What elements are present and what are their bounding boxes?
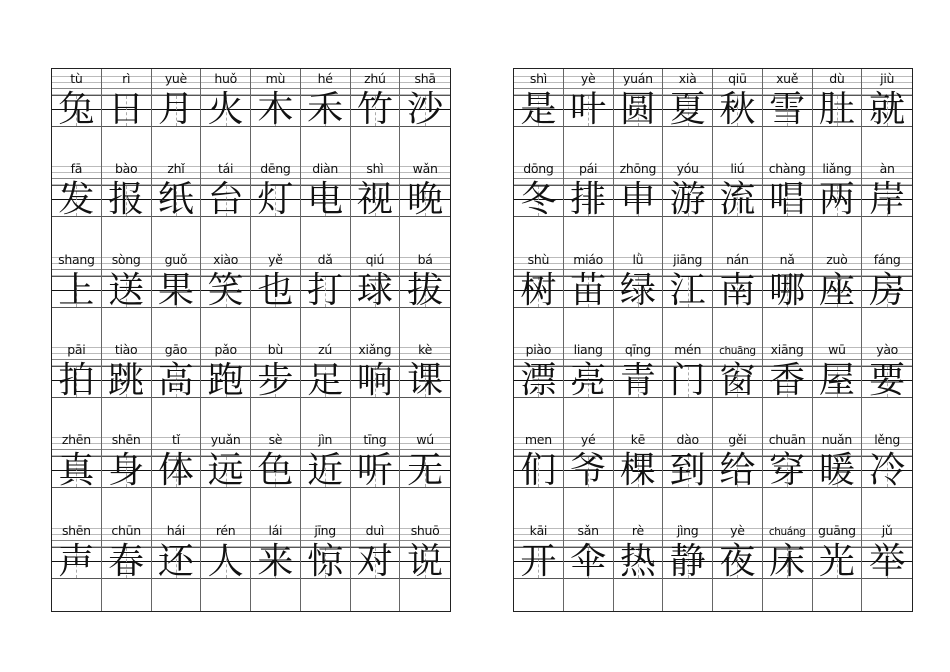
character-cell	[351, 340, 401, 430]
pinyin-label: miáo	[573, 251, 603, 267]
hanzi-character: 叶	[570, 89, 607, 130]
pinyin-label: chuáng	[768, 525, 806, 538]
hanzi-character: 南	[719, 269, 756, 311]
pinyin-label: rì	[122, 71, 131, 86]
pinyin-label: dào	[676, 432, 699, 448]
character-cell	[862, 340, 912, 430]
character-sheet-left	[51, 68, 451, 612]
hanzi-character: 屋	[818, 360, 855, 401]
pinyin-label: àn	[879, 161, 895, 177]
pinyin-label: nuǎn	[821, 432, 852, 448]
hanzi-character: 到	[669, 450, 706, 492]
character-cell	[564, 250, 614, 340]
hanzi-character: 听	[356, 450, 393, 492]
hanzi-character: 圆	[619, 89, 656, 130]
hanzi-character: 青	[619, 360, 656, 401]
character-cell	[201, 430, 251, 520]
hanzi-character: 哪	[769, 269, 806, 311]
character-cell	[251, 159, 301, 249]
hanzi-character: 光	[818, 540, 855, 582]
character-cell	[763, 340, 813, 430]
character-cell	[514, 159, 564, 249]
pinyin-label: xiào	[213, 251, 239, 267]
hanzi-character: 也	[257, 269, 294, 311]
pinyin-label: shang	[58, 251, 95, 267]
hanzi-character: 发	[58, 179, 95, 221]
character-cell	[400, 430, 450, 520]
character-cell	[201, 340, 251, 430]
hanzi-character: 肚	[818, 89, 855, 130]
hanzi-character: 视	[356, 179, 393, 221]
hanzi-character: 们	[520, 450, 557, 492]
hanzi-character: 纸	[157, 179, 194, 221]
character-cell	[251, 69, 301, 159]
hanzi-character: 窗	[719, 360, 756, 401]
pinyin-label: zhōng	[619, 161, 657, 177]
hanzi-character: 木	[257, 89, 294, 130]
pinyin-label: liǎng	[822, 161, 852, 177]
pinyin-label: liú	[730, 161, 745, 177]
hanzi-character: 身	[108, 450, 145, 492]
hanzi-character: 步	[257, 360, 294, 401]
hanzi-character: 说	[407, 540, 444, 582]
character-cell	[663, 521, 713, 611]
pinyin-label: chuān	[768, 432, 806, 448]
pinyin-label: pǎo	[214, 342, 237, 357]
hanzi-character: 送	[108, 269, 145, 311]
hanzi-character: 静	[669, 540, 706, 582]
character-cell	[862, 159, 912, 249]
pinyin-label: zhú	[364, 71, 386, 86]
pinyin-label: zuò	[826, 251, 848, 267]
hanzi-character: 足	[307, 360, 344, 401]
pinyin-label: liang	[573, 342, 603, 357]
pinyin-label: gěi	[728, 432, 747, 448]
pinyin-label: jiāng	[673, 251, 703, 267]
character-cell	[351, 521, 401, 611]
character-cell	[251, 250, 301, 340]
pinyin-label: yuán	[623, 71, 653, 86]
hanzi-character: 就	[869, 89, 906, 130]
pinyin-label: shā	[414, 71, 436, 86]
pinyin-label: yuè	[164, 71, 187, 86]
character-cell	[713, 430, 763, 520]
pinyin-label: chuāng	[719, 345, 756, 357]
character-cell	[102, 340, 152, 430]
pinyin-label: piào	[525, 342, 552, 357]
pinyin-label: tù	[70, 71, 83, 86]
pinyin-label: bá	[417, 251, 433, 267]
hanzi-character: 上	[58, 269, 95, 311]
character-cell	[713, 250, 763, 340]
hanzi-character: 报	[108, 179, 145, 221]
character-cell	[102, 69, 152, 159]
pinyin-label: huǒ	[214, 71, 237, 86]
character-cell	[862, 69, 912, 159]
hanzi-character: 伞	[570, 540, 607, 582]
character-cell	[201, 69, 251, 159]
hanzi-character: 是	[520, 89, 557, 130]
character-cell	[400, 521, 450, 611]
pinyin-label: zhǐ	[167, 161, 185, 177]
character-cell	[52, 159, 102, 249]
pinyin-label: jiù	[880, 71, 895, 86]
pinyin-label: nǎ	[779, 251, 795, 267]
pinyin-label: kāi	[529, 522, 548, 538]
hanzi-character: 江	[669, 269, 706, 311]
pinyin-label: yě	[268, 251, 283, 267]
character-cell	[564, 340, 614, 430]
pinyin-label: shēn	[61, 522, 91, 538]
character-cell	[251, 340, 301, 430]
pinyin-label: sè	[268, 432, 283, 448]
character-cell	[564, 69, 614, 159]
hanzi-character: 热	[619, 540, 656, 582]
hanzi-character: 排	[570, 179, 607, 221]
character-cell	[301, 521, 351, 611]
pinyin-label: wú	[416, 432, 434, 448]
pinyin-label: xià	[678, 71, 697, 86]
character-cell	[713, 521, 763, 611]
character-cell	[713, 340, 763, 430]
pinyin-label: fā	[70, 161, 83, 177]
pinyin-label: jǔ	[881, 522, 893, 538]
pinyin-label: fáng	[873, 251, 901, 267]
character-cell	[301, 340, 351, 430]
character-cell	[52, 69, 102, 159]
pinyin-label: bào	[114, 161, 138, 177]
character-cell	[763, 69, 813, 159]
character-cell	[201, 521, 251, 611]
hanzi-character: 房	[869, 269, 906, 311]
character-cell	[514, 340, 564, 430]
pinyin-label: guāng	[817, 522, 856, 538]
character-cell	[614, 340, 664, 430]
character-cell	[663, 250, 713, 340]
hanzi-character: 夜	[719, 540, 756, 582]
pinyin-label: qiū	[728, 71, 747, 86]
hanzi-character: 暖	[818, 450, 855, 492]
character-cell	[614, 250, 664, 340]
hanzi-character: 两	[818, 179, 855, 221]
hanzi-character: 树	[520, 269, 557, 311]
pinyin-label: diàn	[312, 161, 339, 177]
hanzi-character: 游	[669, 179, 706, 221]
hanzi-character: 秋	[719, 89, 756, 130]
hanzi-character: 笑	[207, 269, 244, 311]
character-cell	[301, 69, 351, 159]
hanzi-character: 苗	[570, 269, 607, 311]
hanzi-character: 漂	[520, 360, 557, 401]
character-cell	[102, 430, 152, 520]
hanzi-character: 座	[818, 269, 855, 311]
character-cell	[52, 521, 102, 611]
character-cell	[102, 521, 152, 611]
pinyin-label: nán	[726, 251, 749, 267]
hanzi-character: 沙	[407, 89, 444, 130]
hanzi-character: 流	[719, 179, 756, 221]
character-cell	[201, 159, 251, 249]
pinyin-label: chūn	[111, 522, 141, 538]
hanzi-character: 给	[719, 450, 756, 492]
hanzi-character: 夏	[669, 89, 706, 130]
character-cell	[614, 69, 664, 159]
hanzi-character: 台	[207, 179, 244, 221]
character-cell	[813, 521, 863, 611]
pinyin-label: qiú	[365, 251, 385, 267]
character-cell	[862, 430, 912, 520]
hanzi-character: 唱	[769, 179, 806, 221]
character-cell	[763, 159, 813, 249]
pinyin-label: kè	[418, 342, 433, 357]
pinyin-label: mù	[265, 71, 286, 86]
character-cell	[713, 159, 763, 249]
character-cell	[351, 159, 401, 249]
pinyin-label: gāo	[164, 342, 188, 357]
hanzi-character: 果	[157, 269, 194, 311]
hanzi-character: 色	[257, 450, 294, 492]
character-cell	[514, 250, 564, 340]
character-cell	[152, 159, 202, 249]
character-cell	[663, 340, 713, 430]
hanzi-character: 近	[307, 450, 344, 492]
hanzi-character: 课	[407, 360, 444, 401]
pinyin-label: yè	[580, 71, 596, 86]
hanzi-character: 冷	[869, 450, 906, 492]
character-cell	[514, 430, 564, 520]
pinyin-label: lěng	[874, 432, 901, 448]
character-cell	[663, 69, 713, 159]
pinyin-label: rè	[631, 522, 644, 538]
pinyin-label: yè	[730, 522, 745, 538]
hanzi-character: 高	[157, 360, 194, 401]
pinyin-label: zhēn	[61, 432, 91, 448]
hanzi-character: 申	[619, 179, 656, 221]
hanzi-character: 床	[769, 540, 806, 582]
pinyin-label: jīng	[314, 522, 336, 538]
character-cell	[862, 521, 912, 611]
pinyin-label: shuō	[410, 522, 440, 538]
pinyin-label: chàng	[768, 161, 806, 177]
pinyin-label: tǐ	[171, 432, 180, 448]
character-cell	[351, 69, 401, 159]
character-cell	[564, 159, 614, 249]
pinyin-label: yé	[580, 432, 596, 448]
character-sheet-right	[513, 68, 913, 612]
character-cell	[763, 430, 813, 520]
pinyin-label: lǜ	[632, 251, 644, 267]
hanzi-character: 晚	[407, 179, 444, 221]
character-cell	[713, 69, 763, 159]
hanzi-character: 日	[108, 89, 145, 130]
hanzi-character: 惊	[307, 540, 344, 582]
hanzi-character: 跳	[108, 360, 145, 401]
pinyin-label: shì	[366, 161, 384, 177]
character-cell	[152, 340, 202, 430]
pinyin-label: pái	[579, 161, 598, 177]
character-cell	[564, 521, 614, 611]
character-cell	[351, 250, 401, 340]
pinyin-label: tái	[218, 161, 234, 177]
hanzi-character: 人	[207, 540, 244, 582]
pinyin-label: kē	[630, 432, 646, 448]
hanzi-character: 拔	[407, 269, 444, 311]
character-cell	[52, 340, 102, 430]
pinyin-label: xiǎng	[358, 342, 392, 357]
pinyin-label: jìn	[318, 432, 333, 448]
pinyin-label: hé	[317, 71, 333, 86]
character-cell	[663, 430, 713, 520]
character-cell	[351, 430, 401, 520]
hanzi-character: 冬	[520, 179, 557, 221]
pinyin-label: dǎ	[317, 251, 333, 267]
character-cell	[152, 521, 202, 611]
pinyin-label: lái	[268, 522, 283, 538]
pinyin-label: tīng	[363, 432, 387, 448]
character-cell	[514, 521, 564, 611]
character-cell	[400, 69, 450, 159]
pinyin-label: zú	[318, 342, 333, 357]
pinyin-label: mén	[674, 342, 702, 357]
hanzi-character: 举	[869, 540, 906, 582]
pinyin-label: pāi	[67, 342, 86, 357]
pinyin-label: dù	[829, 71, 845, 86]
pinyin-label: rén	[215, 522, 236, 538]
hanzi-character: 球	[356, 269, 393, 311]
character-cell	[763, 521, 813, 611]
hanzi-character: 对	[356, 540, 393, 582]
pinyin-label: hái	[166, 522, 185, 538]
character-cell	[763, 250, 813, 340]
hanzi-character: 体	[157, 450, 194, 492]
character-cell	[813, 159, 863, 249]
pinyin-label: sòng	[111, 251, 141, 267]
character-cell	[102, 250, 152, 340]
character-cell	[152, 430, 202, 520]
character-cell	[514, 69, 564, 159]
character-cell	[251, 521, 301, 611]
character-cell	[663, 159, 713, 249]
character-cell	[400, 340, 450, 430]
pinyin-label: qīng	[624, 342, 651, 357]
pinyin-label: yuǎn	[210, 432, 241, 448]
pinyin-label: yào	[876, 342, 899, 357]
character-cell	[201, 250, 251, 340]
character-cell	[52, 250, 102, 340]
hanzi-character: 电	[307, 179, 344, 221]
hanzi-character: 雪	[769, 89, 806, 130]
hanzi-character: 穿	[769, 450, 806, 492]
pinyin-label: duì	[365, 522, 385, 538]
hanzi-character: 门	[669, 360, 706, 401]
pinyin-label: yóu	[676, 161, 699, 177]
pinyin-label: bù	[267, 342, 283, 357]
hanzi-character: 拍	[58, 360, 95, 401]
hanzi-character: 月	[157, 89, 194, 130]
character-cell	[614, 430, 664, 520]
hanzi-character: 春	[108, 540, 145, 582]
hanzi-character: 岸	[869, 179, 906, 221]
pinyin-label: wǎn	[412, 161, 438, 177]
character-cell	[102, 159, 152, 249]
hanzi-character: 远	[207, 450, 244, 492]
hanzi-character: 爷	[570, 450, 607, 492]
hanzi-character: 要	[869, 360, 906, 401]
pinyin-label: dēng	[260, 161, 291, 177]
character-cell	[301, 250, 351, 340]
hanzi-character: 来	[257, 540, 294, 582]
pinyin-label: men	[524, 432, 552, 448]
character-cell	[614, 521, 664, 611]
pinyin-label: jìng	[676, 522, 699, 538]
hanzi-character: 竹	[356, 89, 393, 130]
character-cell	[152, 250, 202, 340]
pinyin-label: wū	[828, 342, 846, 357]
hanzi-character: 香	[769, 360, 806, 401]
hanzi-character: 响	[356, 360, 393, 401]
character-cell	[400, 250, 450, 340]
hanzi-character: 棵	[619, 450, 656, 492]
hanzi-character: 无	[407, 450, 444, 492]
character-cell	[152, 69, 202, 159]
hanzi-character: 开	[520, 540, 557, 582]
hanzi-character: 绿	[619, 269, 656, 311]
character-cell	[813, 430, 863, 520]
hanzi-character: 亮	[570, 360, 607, 401]
hanzi-character: 声	[58, 540, 95, 582]
character-cell	[52, 430, 102, 520]
character-cell	[301, 430, 351, 520]
pinyin-label: xuě	[776, 71, 799, 86]
pinyin-label: xiāng	[770, 342, 804, 357]
hanzi-character: 禾	[307, 89, 344, 130]
pinyin-label: shù	[527, 251, 550, 267]
character-cell	[862, 250, 912, 340]
character-cell	[813, 250, 863, 340]
character-cell	[813, 69, 863, 159]
hanzi-character: 跑	[207, 360, 244, 401]
character-cell	[564, 430, 614, 520]
character-cell	[813, 340, 863, 430]
pinyin-label: dōng	[523, 161, 554, 177]
character-cell	[301, 159, 351, 249]
pinyin-label: sǎn	[577, 522, 599, 538]
character-cell	[400, 159, 450, 249]
pinyin-label: guǒ	[164, 251, 188, 267]
pinyin-label: tiào	[114, 342, 138, 357]
hanzi-character: 还	[157, 540, 194, 582]
hanzi-character: 灯	[257, 179, 294, 221]
pinyin-label: shì	[529, 71, 547, 86]
hanzi-character: 真	[58, 450, 95, 492]
hanzi-character: 兔	[58, 89, 95, 130]
hanzi-character: 火	[207, 89, 244, 130]
hanzi-character: 打	[307, 269, 344, 311]
pinyin-label: shēn	[111, 432, 141, 448]
character-cell	[251, 430, 301, 520]
character-cell	[614, 159, 664, 249]
